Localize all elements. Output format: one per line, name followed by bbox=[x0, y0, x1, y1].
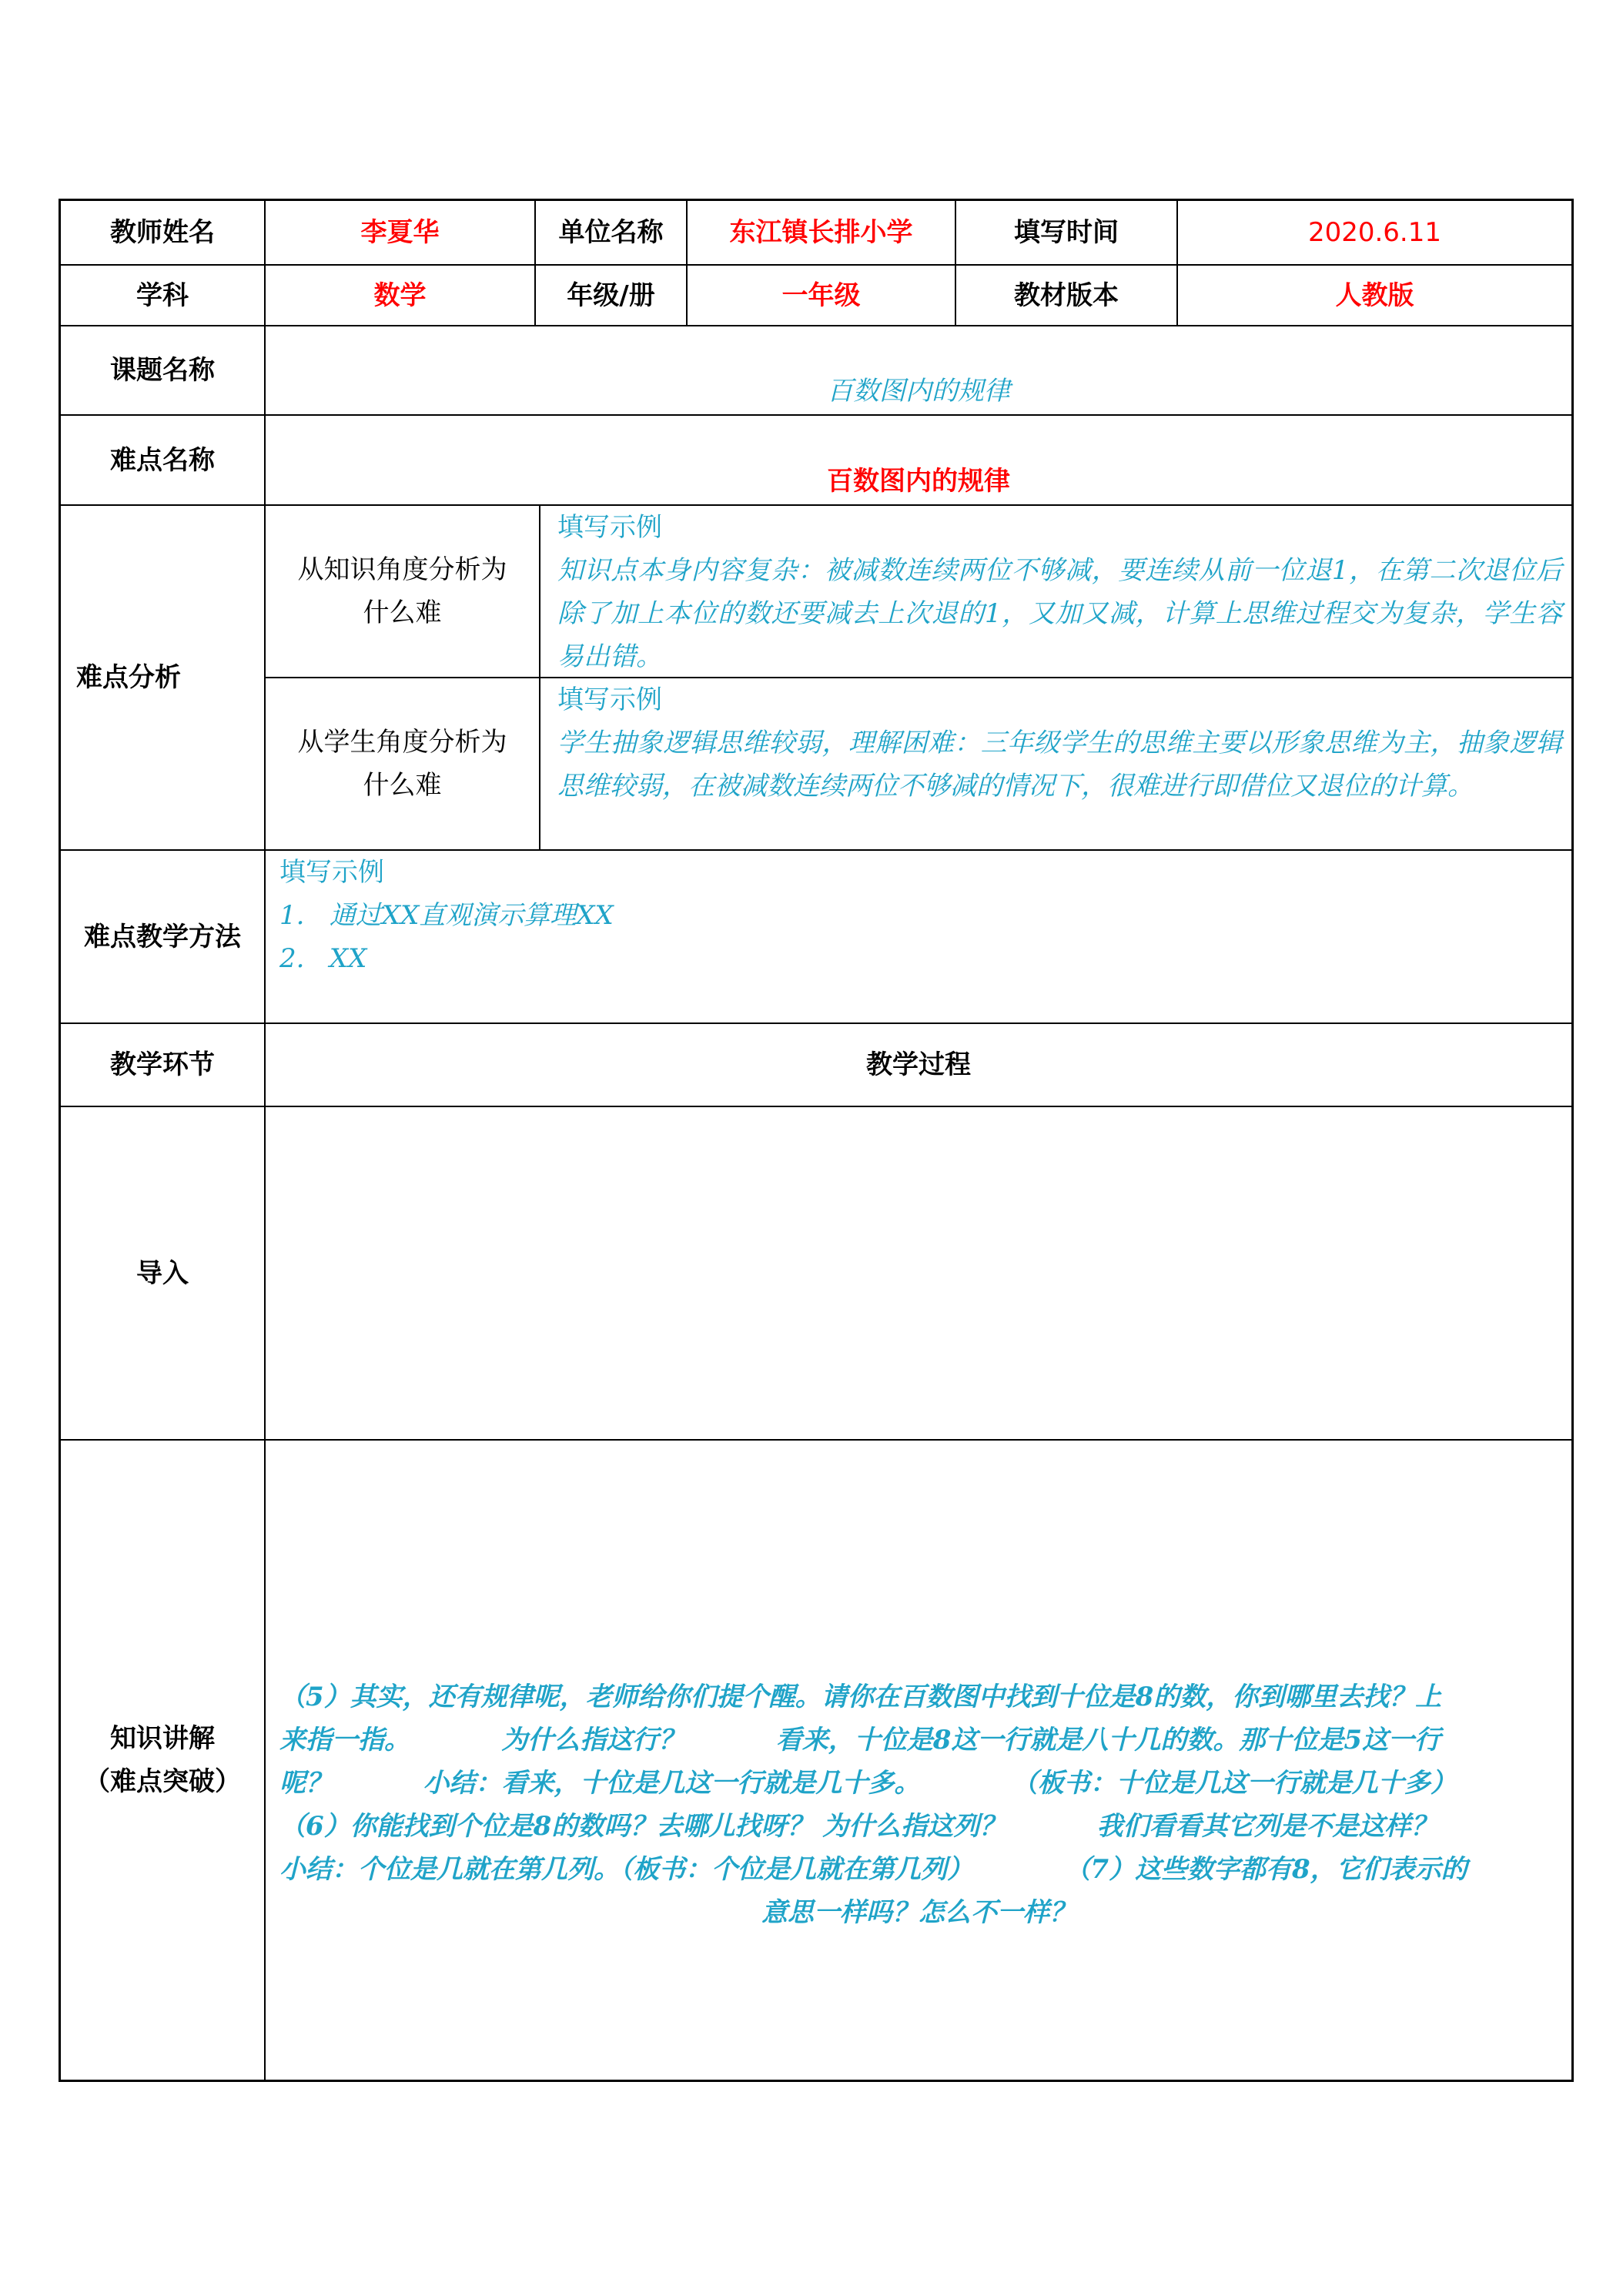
unit-name-label: 单位名称 bbox=[558, 217, 664, 248]
explain-label-line2: （难点突破） bbox=[84, 1766, 241, 1797]
teacher-name-value: 李夏华 bbox=[360, 217, 440, 248]
explain-text-line: 呢？ 小结：看来，十位是几这一行就是几十多。 （板书：十位是几这一行就是几十多） bbox=[279, 1768, 1457, 1799]
knowledge-angle-label bbox=[266, 506, 539, 677]
edition-value: 人教版 bbox=[1335, 279, 1414, 311]
fill-date-value: 2020.6.11 bbox=[1307, 217, 1442, 248]
difficulty-label: 难点名称 bbox=[110, 444, 215, 476]
knowledge-angle-content bbox=[557, 506, 1562, 677]
fill-date-label: 填写时间 bbox=[1014, 217, 1119, 248]
topic-value: 百数图内的规律 bbox=[827, 376, 1010, 407]
explain-text-line: 小结：个位是几就在第几列。（板书：个位是几就在第几列） （7）这些数字都有8，它们表示的 bbox=[279, 1854, 1467, 1885]
student-angle-label-line1: 从学生角度分析为 bbox=[297, 727, 507, 758]
teacher-name-label: 教师姓名 bbox=[110, 217, 215, 248]
knowledge-example-title: 填写示例 bbox=[557, 512, 662, 543]
explain-label-line1: 知识讲解 bbox=[110, 1723, 215, 1754]
analysis-label: 难点分析 bbox=[76, 662, 181, 693]
grade-value: 一年级 bbox=[781, 279, 861, 311]
method-item: 1. 通过XX直观演示算理XX bbox=[279, 900, 614, 931]
method-label: 难点教学方法 bbox=[84, 921, 241, 952]
knowledge-angle-label-line2: 什么难 bbox=[363, 597, 442, 628]
knowledge-analysis-text: 知识点本身内容复杂：被减数连续两位不够减，要连续从前一位退1，在第二次退位后除了加上本位的数还要减去上次退的1，又加又减，计算上思维过程交为复杂，学生容易出错。 bbox=[557, 555, 1562, 672]
explain-text-line: （5）其实，还有规律呢，老师给你们提个醒。请你在百数图中找到十位是8的数，你到哪里去找？上 bbox=[279, 1682, 1442, 1712]
method-content bbox=[279, 851, 1558, 1022]
unit-name-value: 东江镇长排小学 bbox=[729, 217, 913, 248]
difficulty-value: 百数图内的规律 bbox=[827, 466, 1010, 497]
edition-label: 教材版本 bbox=[1014, 279, 1119, 311]
student-analysis-text: 学生抽象逻辑思维较弱，理解困难：三年级学生的思维主要以形象思维为主，抽象逻辑思维较弱，在被减数连续两位不够减的情况下，很难进行即借位又退位的计算。 bbox=[557, 728, 1562, 802]
explain-text-line: （6）你能找到个位是8的数吗？去哪儿找呀？ 为什么指这列？ 我们看看其它列是不是这样？ bbox=[279, 1811, 1437, 1842]
method-item: 2. XX bbox=[279, 943, 367, 974]
student-example-title: 填写示例 bbox=[557, 684, 662, 715]
explain-label bbox=[61, 1441, 264, 2080]
method-example-title: 填写示例 bbox=[279, 857, 384, 888]
knowledge-angle-label-line1: 从知识角度分析为 bbox=[297, 554, 507, 585]
subject-value: 数学 bbox=[373, 279, 427, 311]
explain-text-line: 意思一样吗？怎么不一样？ bbox=[761, 1897, 1076, 1928]
grade-label: 年级/册 bbox=[567, 279, 655, 311]
teaching-process-label: 教学过程 bbox=[866, 1049, 971, 1080]
student-angle-label-line2: 什么难 bbox=[363, 770, 442, 801]
intro-content bbox=[266, 1107, 1571, 1439]
student-angle-label bbox=[266, 678, 539, 849]
subject-label: 学科 bbox=[136, 279, 189, 311]
teaching-stage-label: 教学环节 bbox=[110, 1049, 215, 1080]
explain-text-line: 来指一指。 为什么指这行？ 看来，十位是8这一行就是八十几的数。那十位是5这一行 bbox=[279, 1725, 1441, 1755]
lesson-plan-table bbox=[59, 199, 1574, 2082]
student-angle-content bbox=[557, 678, 1562, 849]
topic-label: 课题名称 bbox=[110, 355, 215, 386]
intro-label: 导入 bbox=[136, 1257, 189, 1289]
explain-content bbox=[279, 1675, 1558, 1937]
